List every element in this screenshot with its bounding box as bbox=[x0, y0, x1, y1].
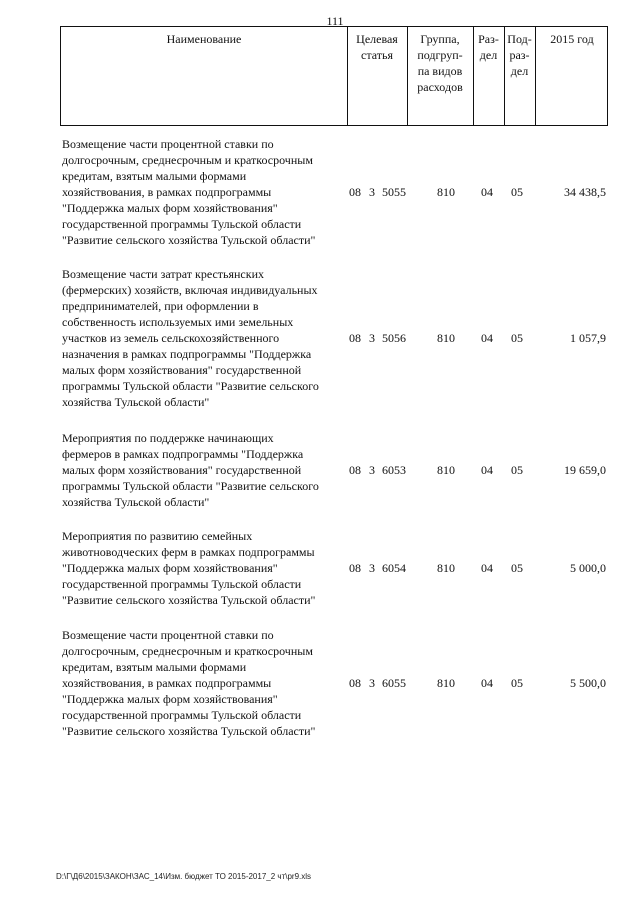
row-subprogram: 3 bbox=[369, 185, 375, 199]
row-subprogram: 3 bbox=[369, 561, 375, 575]
row-program: 08 bbox=[349, 676, 361, 690]
row-group: 810 bbox=[437, 676, 455, 690]
row-name-line: "Развитие сельского хозяйства Тульской области" bbox=[62, 593, 316, 607]
row-code: 6053 bbox=[382, 463, 406, 477]
row-amount: 5 500,0 bbox=[570, 676, 606, 690]
row-name-line: программы Тульской области "Развитие сельского bbox=[62, 379, 319, 393]
row-subprogram: 3 bbox=[369, 463, 375, 477]
header-expense-group-line: па видов bbox=[417, 64, 463, 78]
table-row bbox=[60, 266, 608, 410]
header-target-article-line: статья bbox=[361, 48, 393, 62]
header-subsection-line: дел bbox=[510, 64, 529, 78]
row-group: 810 bbox=[437, 463, 455, 477]
header-expense-group-line: Группа, bbox=[420, 32, 460, 46]
row-name-line: участков из земель сельскохозяйственного bbox=[62, 331, 280, 345]
column-divider bbox=[347, 27, 348, 125]
row-name-line: государственной программы Тульской области bbox=[62, 577, 302, 591]
header-section-line: Раз- bbox=[478, 32, 499, 46]
header-subsection-line: раз- bbox=[509, 48, 530, 62]
row-name-line: Возмещение части процентной ставки по bbox=[62, 137, 274, 151]
header-subsection-line: Под- bbox=[507, 32, 532, 46]
header-expense-group bbox=[407, 27, 473, 125]
row-group: 810 bbox=[437, 561, 455, 575]
row-name bbox=[62, 528, 348, 608]
row-section: 04 bbox=[481, 331, 493, 345]
row-name-line: государственной программы Тульской области bbox=[62, 217, 302, 231]
row-name-line: "Развитие сельского хозяйства Тульской области" bbox=[62, 233, 316, 247]
row-name-line: программы Тульской области "Развитие сельского bbox=[62, 479, 319, 493]
row-name-line: хозяйствования, в рамках подпрограммы bbox=[62, 676, 272, 690]
row-code: 6055 bbox=[382, 676, 406, 690]
row-subprogram: 3 bbox=[369, 331, 375, 345]
row-section: 04 bbox=[481, 463, 493, 477]
row-subsection: 05 bbox=[511, 561, 523, 575]
row-section: 04 bbox=[481, 185, 493, 199]
row-name-line: Возмещение части затрат крестьянских bbox=[62, 267, 265, 281]
header-subsection bbox=[504, 27, 535, 125]
header-section bbox=[473, 27, 504, 125]
row-name-line: "Поддержка малых форм хозяйствования" bbox=[62, 561, 278, 575]
row-section: 04 bbox=[481, 676, 493, 690]
row-subsection: 05 bbox=[511, 463, 523, 477]
row-name-line: Мероприятия по поддержке начинающих bbox=[62, 431, 274, 445]
row-code: 6054 bbox=[382, 561, 406, 575]
row-program: 08 bbox=[349, 185, 361, 199]
row-name-line: (фермерских) хозяйств, включая индивидуальных bbox=[62, 283, 318, 297]
header-name: Наименование bbox=[166, 32, 242, 46]
table-row bbox=[60, 627, 608, 739]
row-group: 810 bbox=[437, 331, 455, 345]
table-row bbox=[60, 430, 608, 510]
row-name-line: назначения в рамках подпрограммы "Поддержка bbox=[62, 347, 312, 361]
header-target-article bbox=[347, 27, 407, 125]
row-name-line: хозяйства Тульской области" bbox=[62, 495, 210, 509]
row-name-line: малых форм хозяйствования" государственной bbox=[62, 463, 302, 477]
file-path-footer: D:\Г\Д6\2015\ЗАКОН\ЗАС_14\Изм. бюджет ТО 2015-2017_2 чт\pr9.xls bbox=[56, 872, 312, 881]
row-subsection: 05 bbox=[511, 331, 523, 345]
row-name-line: хозяйства Тульской области" bbox=[62, 395, 210, 409]
header-expense-group-line: подгруп- bbox=[417, 48, 463, 62]
row-amount: 5 000,0 bbox=[570, 561, 606, 575]
header-year: 2015 год bbox=[550, 32, 594, 46]
header-target-article-line: Целевая bbox=[356, 32, 398, 46]
table-header bbox=[60, 26, 608, 126]
row-name-line: "Поддержка малых форм хозяйствования" bbox=[62, 692, 278, 706]
row-name-line: кредитам, взятым малыми формами bbox=[62, 660, 247, 674]
row-name-line: Возмещение части процентной ставки по bbox=[62, 628, 274, 642]
header-expense-group-line: расходов bbox=[417, 80, 463, 94]
table-row bbox=[60, 528, 608, 608]
column-divider bbox=[473, 27, 474, 125]
row-name-line: малых форм хозяйствования" государственной bbox=[62, 363, 302, 377]
row-program: 08 bbox=[349, 331, 361, 345]
row-subsection: 05 bbox=[511, 185, 523, 199]
row-subprogram: 3 bbox=[369, 676, 375, 690]
row-program: 08 bbox=[349, 561, 361, 575]
column-divider bbox=[504, 27, 505, 125]
row-name-line: Мероприятия по развитию семейных bbox=[62, 529, 253, 543]
row-name bbox=[62, 266, 348, 410]
table-row bbox=[60, 136, 608, 248]
row-name-line: долгосрочным, среднесрочным и краткосрочным bbox=[62, 153, 313, 167]
row-amount: 34 438,5 bbox=[564, 185, 606, 199]
row-program: 08 bbox=[349, 463, 361, 477]
column-divider bbox=[407, 27, 408, 125]
header-section-line: дел bbox=[479, 48, 498, 62]
row-name bbox=[62, 430, 348, 510]
row-amount: 1 057,9 bbox=[570, 331, 606, 345]
row-name-line: государственной программы Тульской области bbox=[62, 708, 302, 722]
row-name-line: "Развитие сельского хозяйства Тульской области" bbox=[62, 724, 316, 738]
row-group: 810 bbox=[437, 185, 455, 199]
row-name-line: кредитам, взятым малыми формами bbox=[62, 169, 247, 183]
row-code: 5055 bbox=[382, 185, 406, 199]
row-name bbox=[62, 627, 348, 739]
row-name-line: собственность используемых ими земельных bbox=[62, 315, 294, 329]
row-amount: 19 659,0 bbox=[564, 463, 606, 477]
row-section: 04 bbox=[481, 561, 493, 575]
row-name-line: животноводческих ферм в рамках подпрограммы bbox=[62, 545, 315, 559]
row-name-line: предпринимателей, при оформлении в bbox=[62, 299, 259, 313]
row-name-line: "Поддержка малых форм хозяйствования" bbox=[62, 201, 278, 215]
row-code: 5056 bbox=[382, 331, 406, 345]
page-number: 111 bbox=[326, 14, 344, 28]
row-name-line: долгосрочным, среднесрочным и краткосрочным bbox=[62, 644, 313, 658]
column-divider bbox=[535, 27, 536, 125]
row-name-line: хозяйствования, в рамках подпрограммы bbox=[62, 185, 272, 199]
row-name bbox=[62, 136, 348, 248]
row-name-line: фермеров в рамках подпрограммы "Поддержка bbox=[62, 447, 304, 461]
row-subsection: 05 bbox=[511, 676, 523, 690]
